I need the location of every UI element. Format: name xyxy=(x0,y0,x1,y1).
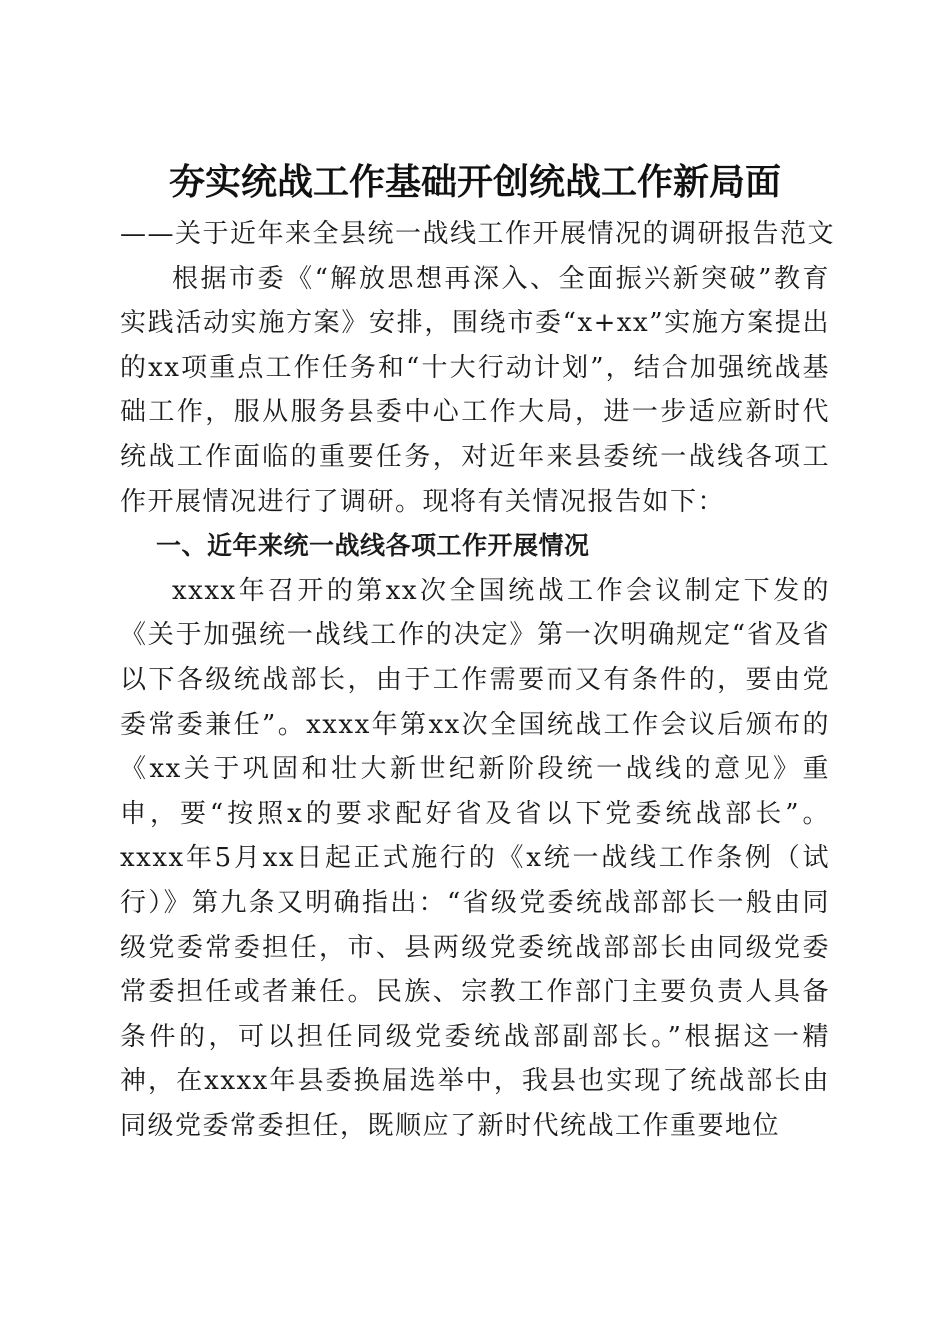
document-body xyxy=(120,212,836,1148)
document-title: 夯实统战工作基础开创统战工作新局面 xyxy=(168,161,781,204)
intro-paragraph: 根据市委《“解放思想再深入、全面振兴新突破”教育实践活动实施方案》安排，围绕市委“x+xx”实施方案提出的xx项重点工作任务和“十大行动计划”，结合加强统战基础工作，服从服务县委中心工作大局，进一步适应新时代统战工作面临的重要任务，对近年来县委统一战线各项工作开展情况进行了调研。现将有关情况报告如下： xyxy=(120,263,830,517)
section-1-heading: 一、近年来统一战线各项工作开展情况 xyxy=(156,531,590,561)
section-1-paragraph: xxxx年召开的第xx次全国统战工作会议制定下发的《关于加强统一战线工作的决定》第一次明确规定“省及省以下各级统战部长，由于工作需要而又有条件的，要由党委常委兼任”。xxxx年第xx次全国统战工作会议后颁布的《xx关于巩固和壮大新世纪新阶段统一战线的意见》重申，要“按照x的要求配好省及省以下党委统战部长”。xxxx年5月xx日起正式施行的《x统一战线工作条例（试行）》第九条又明确指出：“省级党委统战部部长一般由同级党委常委担任，市、县两级党委统战部部长由同级党委常委担任或者兼任。民族、宗教工作部门主要负责人具备条件的，可以担任同级党委统战部副部长。”根据这一精神，在xxxx年县委换届选举中，我县也实现了统战部长由同级党委常委担任，既顺应了新时代统战工作重要地位 xyxy=(120,575,830,1141)
document-subtitle: ——关于近年来全县统一战线工作开展情况的调研报告范文 xyxy=(120,219,836,249)
